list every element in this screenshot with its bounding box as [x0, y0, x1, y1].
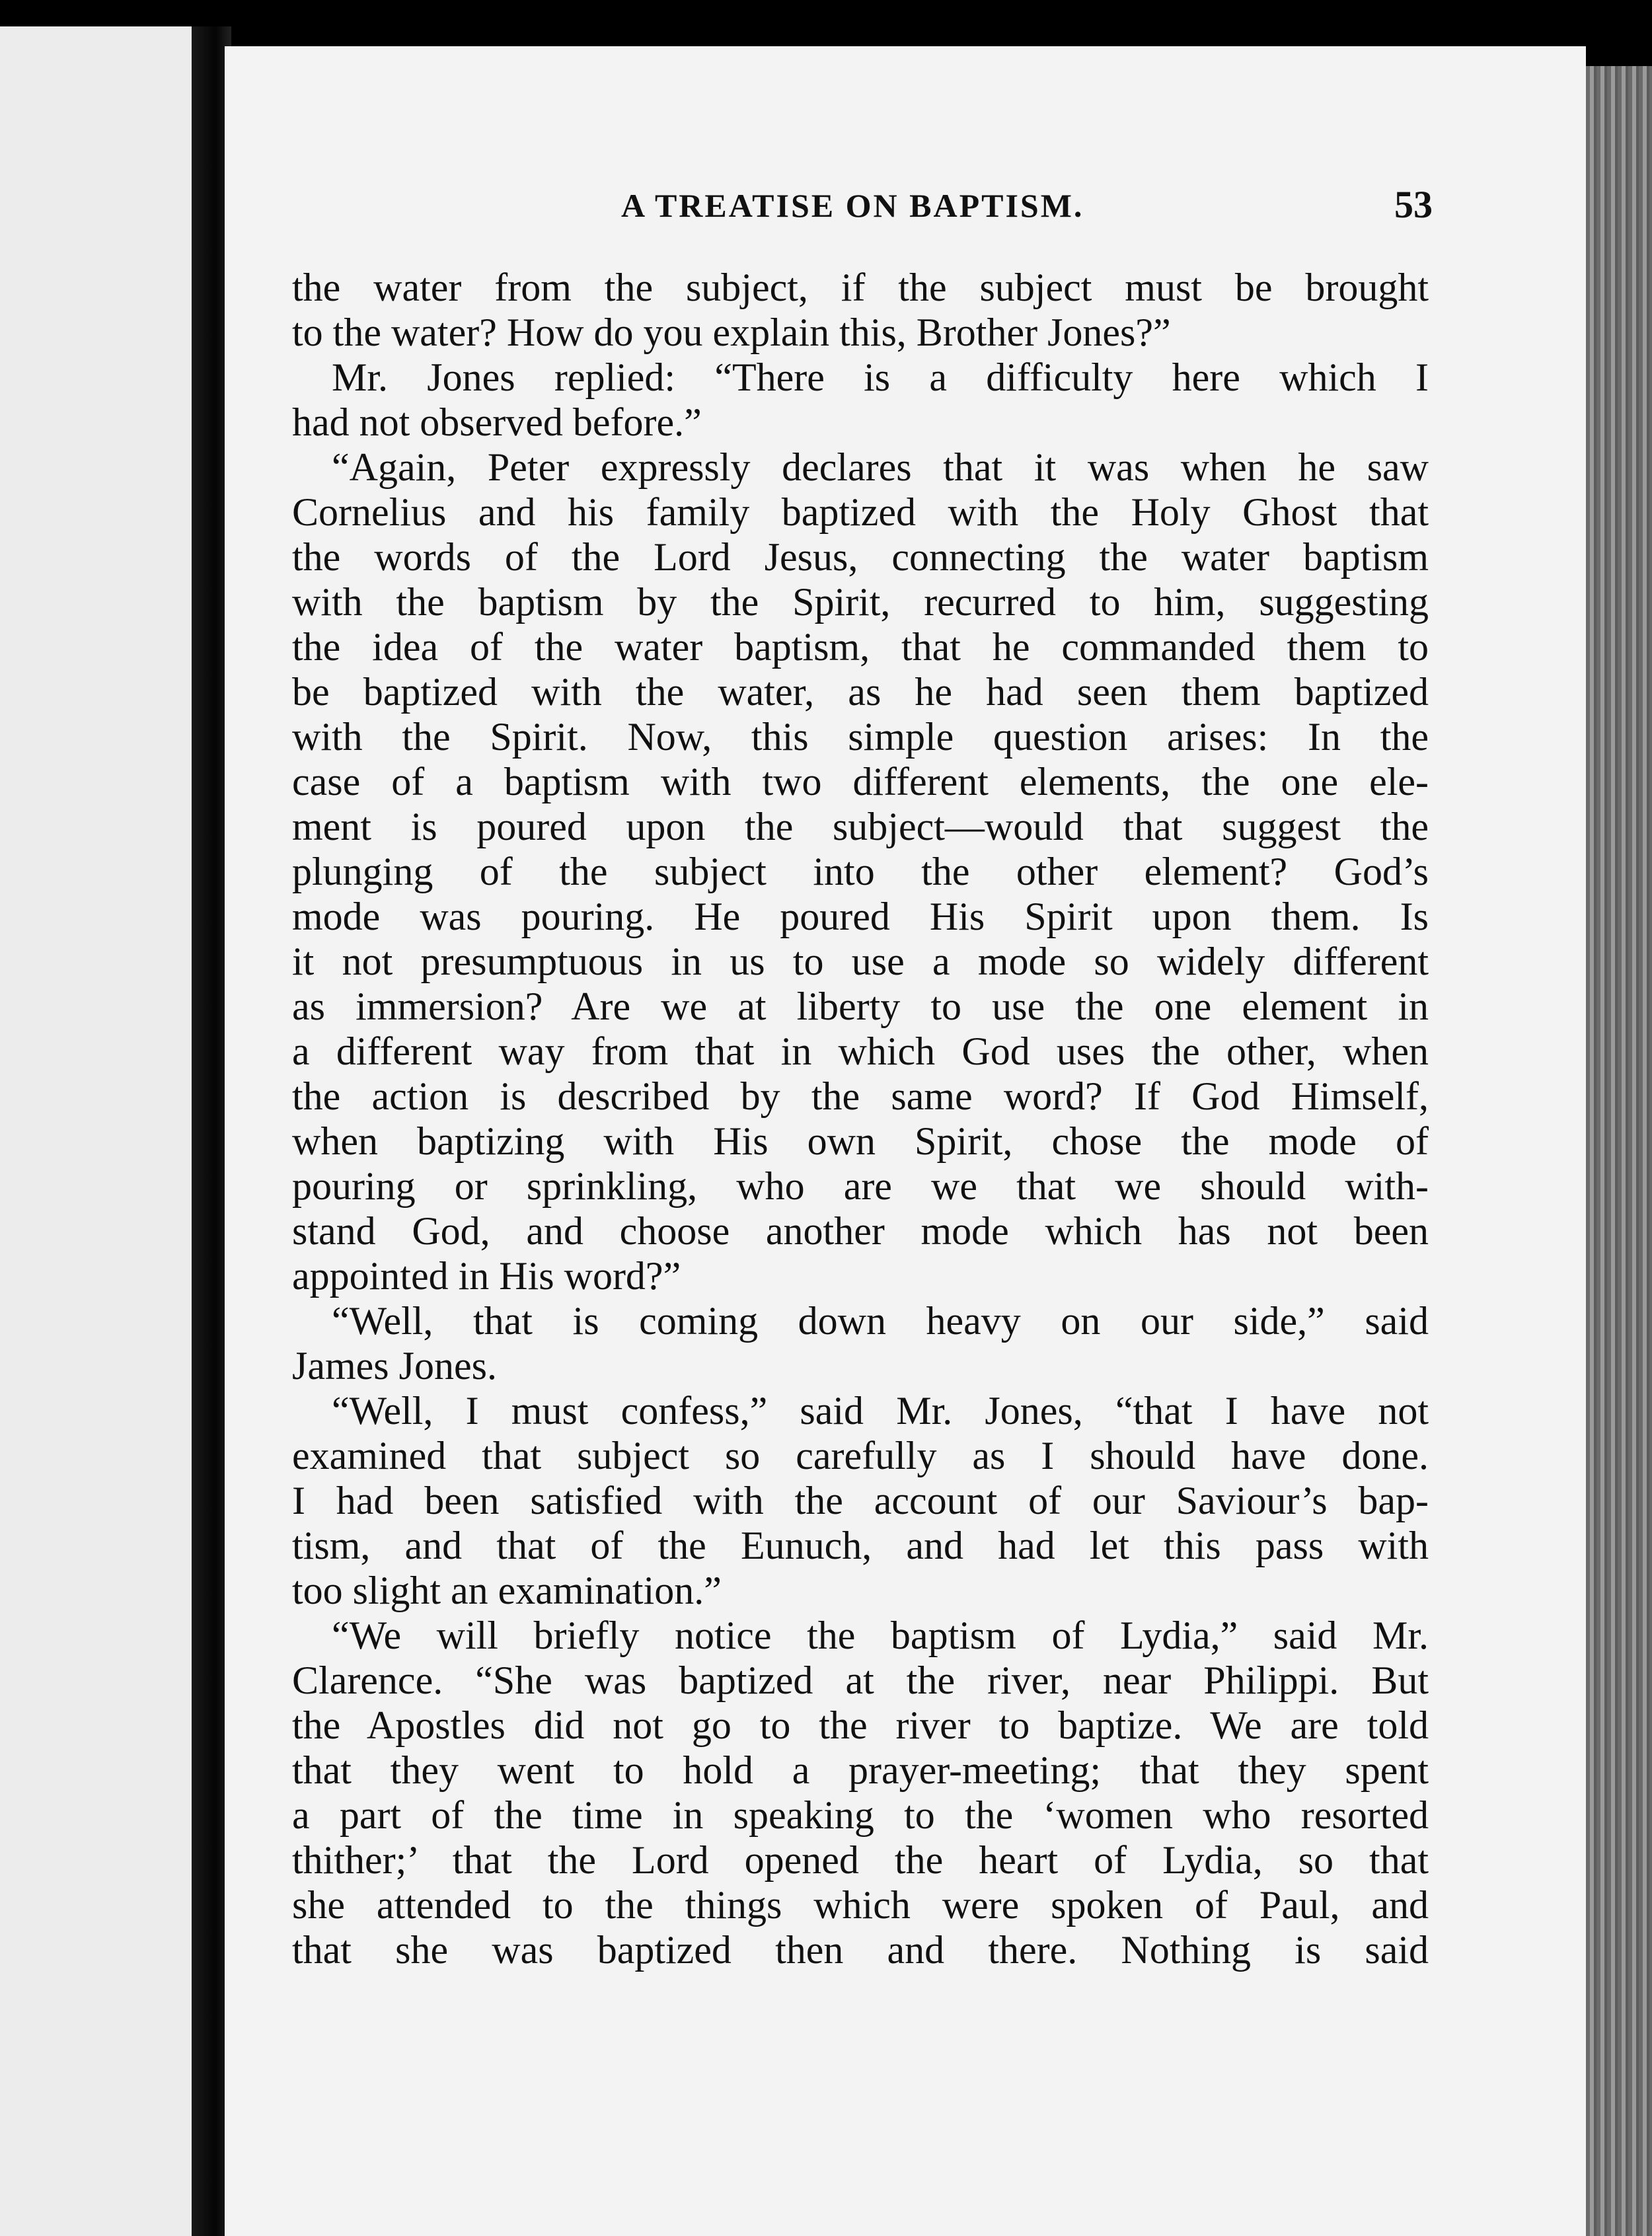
left-page-line: [67, 790, 192, 830]
left-page-line: [67, 566, 192, 605]
left-page-line: [67, 1824, 192, 1863]
left-page-line: [67, 1734, 192, 1773]
text-line: as immersion? Are we at liberty to use the one element in: [292, 985, 1429, 1028]
left-page-line: [67, 611, 192, 650]
text-line: that she was baptized then and there. Nothing is said: [292, 1928, 1429, 1972]
left-page-line: [67, 1240, 192, 1279]
left-page-line: [67, 1015, 192, 1055]
page-number: 53: [1394, 183, 1433, 226]
text-line: with the baptism by the Spirit, recurred to him, suggesting: [292, 580, 1429, 624]
left-page-line: [67, 431, 192, 470]
text-line: too slight an examination.”: [292, 1569, 722, 1612]
text-line: a different way from that in which God uses the other, when: [292, 1029, 1429, 1073]
left-page-line: [67, 386, 192, 426]
text-line: when baptizing with His own Spirit, chose the mode of: [292, 1119, 1429, 1163]
text-line: Mr. Jones replied: “There is a difficulty here which I: [332, 355, 1429, 399]
text-line: “We will briefly notice the baptism of Lydia,” said Mr.: [332, 1614, 1429, 1657]
text-line: stand God, and choose another mode which has not been: [292, 1209, 1429, 1253]
left-page-line: [67, 925, 192, 965]
left-page-line: [67, 1554, 192, 1594]
header-title: A TREATISE ON BAPTISM.: [621, 187, 1084, 224]
text-line: a part of the time in speaking to the ‘women who resorted: [292, 1793, 1429, 1837]
left-page-line: [67, 1599, 192, 1639]
left-page: [0, 26, 192, 2236]
text-line: ment is poured upon the subject—would that suggest the: [292, 805, 1429, 848]
left-page-line: [67, 1914, 192, 1953]
text-line: the words of the Lord Jesus, connecting the water baptism: [292, 535, 1429, 579]
text-line: appointed in His word?”: [292, 1254, 681, 1298]
text-line: with the Spirit. Now, this simple question arises: In the: [292, 715, 1429, 759]
left-page-line: [67, 1509, 192, 1549]
running-header: [225, 183, 1586, 239]
left-page-line: [67, 835, 192, 875]
left-page-line: [67, 880, 192, 920]
left-page-line: [67, 745, 192, 785]
text-line: be baptized with the water, as he had seen them baptized: [292, 670, 1429, 714]
text-line: thither;’ that the Lord opened the heart of Lydia, so that: [292, 1838, 1429, 1882]
left-page-line: [67, 655, 192, 695]
text-line: tism, and that of the Eunuch, and had let this pass with: [292, 1524, 1429, 1567]
text-line: mode was pouring. He poured His Spirit upon them. Is: [292, 895, 1429, 938]
text-line: it not presumptuous in us to use a mode so widely different: [292, 940, 1429, 983]
text-line: the action is described by the same word? If God Himself,: [292, 1074, 1429, 1118]
text-line: the idea of the water baptism, that he commanded them to: [292, 625, 1429, 669]
text-line: case of a baptism with two different elements, the one ele-: [292, 760, 1429, 803]
left-page-line: [67, 521, 192, 560]
text-line: I had been satisfied with the account of our Saviour’s bap-: [292, 1479, 1429, 1522]
left-page-line: [67, 1644, 192, 1684]
text-line: “Again, Peter expressly declares that it was when he saw: [332, 445, 1429, 489]
left-page-line: [67, 341, 192, 381]
left-page-line: [67, 1105, 192, 1144]
left-page-line: [67, 251, 192, 291]
left-page-line: [67, 1195, 192, 1234]
text-line: examined that subject so carefully as I should have done.: [292, 1434, 1429, 1477]
text-line: “Well, I must confess,” said Mr. Jones, “that I have not: [332, 1389, 1429, 1433]
page-edge: [1586, 66, 1652, 2236]
left-page-line: [67, 1869, 192, 1908]
text-line: “Well, that is coming down heavy on our side,” said: [332, 1299, 1429, 1343]
text-line: had not observed before.”: [292, 400, 702, 444]
left-page-line: [67, 1329, 192, 1369]
left-page-line: [67, 1464, 192, 1504]
left-page-line: [67, 1060, 192, 1099]
left-page-line: [67, 1689, 192, 1729]
left-page-line: [67, 476, 192, 515]
text-line: Clarence. “She was baptized at the river, near Philippi. But: [292, 1658, 1429, 1702]
left-page-line: [67, 1285, 192, 1324]
left-page-line: [67, 296, 192, 336]
text-line: plunging of the subject into the other element? God’s: [292, 850, 1429, 893]
text-line: the Apostles did not go to the river to baptize. We are told: [292, 1703, 1429, 1747]
text-line: the water from the subject, if the subject must be brought: [292, 266, 1429, 309]
text-line: she attended to the things which were spoken of Paul, and: [292, 1883, 1429, 1927]
text-line: to the water? How do you explain this, Brother Jones?”: [292, 311, 1171, 354]
left-page-line: [67, 1150, 192, 1189]
left-page-line: [67, 700, 192, 740]
text-line: that they went to hold a prayer-meeting; that they spent: [292, 1748, 1429, 1792]
text-line: pouring or sprinkling, who are we that we should with-: [292, 1164, 1429, 1208]
right-page: [225, 46, 1586, 2236]
left-page-line: [67, 1419, 192, 1459]
left-page-line: [67, 1779, 192, 1818]
left-page-line: [67, 970, 192, 1010]
text-line: James Jones.: [292, 1344, 497, 1388]
left-page-line: [67, 1374, 192, 1414]
text-line: Cornelius and his family baptized with the Holy Ghost that: [292, 490, 1429, 534]
